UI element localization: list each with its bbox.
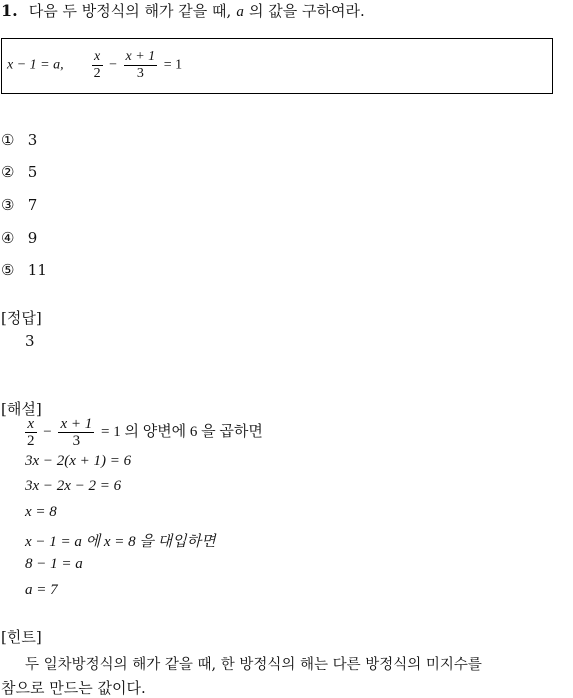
minus-sign: −: [43, 423, 52, 440]
choice-marker: ②: [1, 163, 15, 181]
explanation-line-6: 8 − 1 = a: [25, 556, 83, 572]
choice-value: 11: [27, 261, 47, 279]
equation-1: x − 1 = a,: [7, 57, 64, 73]
fraction-x-over-2: [92, 49, 103, 82]
choice-2[interactable]: [1, 163, 37, 181]
fraction-numerator: x: [27, 416, 35, 432]
choice-marker: ①: [1, 131, 15, 149]
choice-1[interactable]: [1, 131, 37, 149]
explanation-label: [해설]: [1, 400, 42, 418]
question-header: [1, 0, 365, 21]
choice-value: 3: [27, 131, 38, 149]
explanation-line-1-tail: = 1 의 양변에 6 을 곱하면: [101, 423, 263, 440]
explanation-line-7: a = 7: [25, 582, 58, 598]
minus-sign: −: [109, 57, 118, 73]
choice-3[interactable]: [1, 196, 37, 214]
choice-4[interactable]: [1, 229, 37, 247]
question-number: 1.: [1, 1, 18, 20]
equation-content: [7, 49, 182, 82]
hint-line-2: 참으로 만드는 값이다.: [1, 679, 146, 697]
question-text-before: 다음 두 방정식의 해가 같을 때,: [28, 2, 232, 20]
equation-box: [1, 38, 553, 94]
question-variable: a: [236, 4, 244, 20]
fraction-denominator: 3: [124, 65, 158, 82]
explanation-line-3: 3x − 2x − 2 = 6: [25, 478, 122, 494]
choice-value: 9: [27, 229, 38, 247]
hint-label: [힌트]: [1, 628, 42, 646]
answer-value: 3: [25, 332, 35, 350]
hint-line-1: 두 일차방정식의 해가 같을 때, 한 방정식의 해는 다른 방정식의 미지수를: [25, 657, 482, 673]
choice-marker: ⑤: [1, 261, 15, 279]
explanation-line-1: [25, 416, 263, 449]
fraction-x-over-2: [25, 416, 37, 449]
fraction-numerator: x + 1: [60, 416, 93, 432]
fraction-x-plus-1-over-3: [58, 416, 94, 449]
question-text-after: 의 값을 구하여라.: [248, 2, 365, 20]
fraction-numerator: x + 1: [125, 49, 156, 64]
fraction-denominator: 3: [58, 432, 94, 449]
equation-2-rhs: = 1: [163, 57, 183, 73]
fraction-numerator: x: [94, 49, 101, 64]
choice-marker: ③: [1, 196, 15, 214]
fraction-x-plus-1-over-3: [124, 49, 158, 82]
fraction-denominator: 2: [27, 433, 35, 449]
explanation-line-4: x = 8: [25, 504, 57, 520]
choice-marker: ④: [1, 229, 15, 247]
fraction-denominator: 2: [93, 66, 101, 81]
choice-value: 7: [27, 196, 38, 214]
choice-value: 5: [27, 163, 38, 181]
choice-5[interactable]: [1, 261, 47, 279]
explanation-line-5: x − 1 = a 에 x = 8 을 대입하면: [25, 534, 216, 550]
answer-label: [정답]: [1, 309, 42, 327]
explanation-line-2: 3x − 2(x + 1) = 6: [25, 453, 132, 469]
